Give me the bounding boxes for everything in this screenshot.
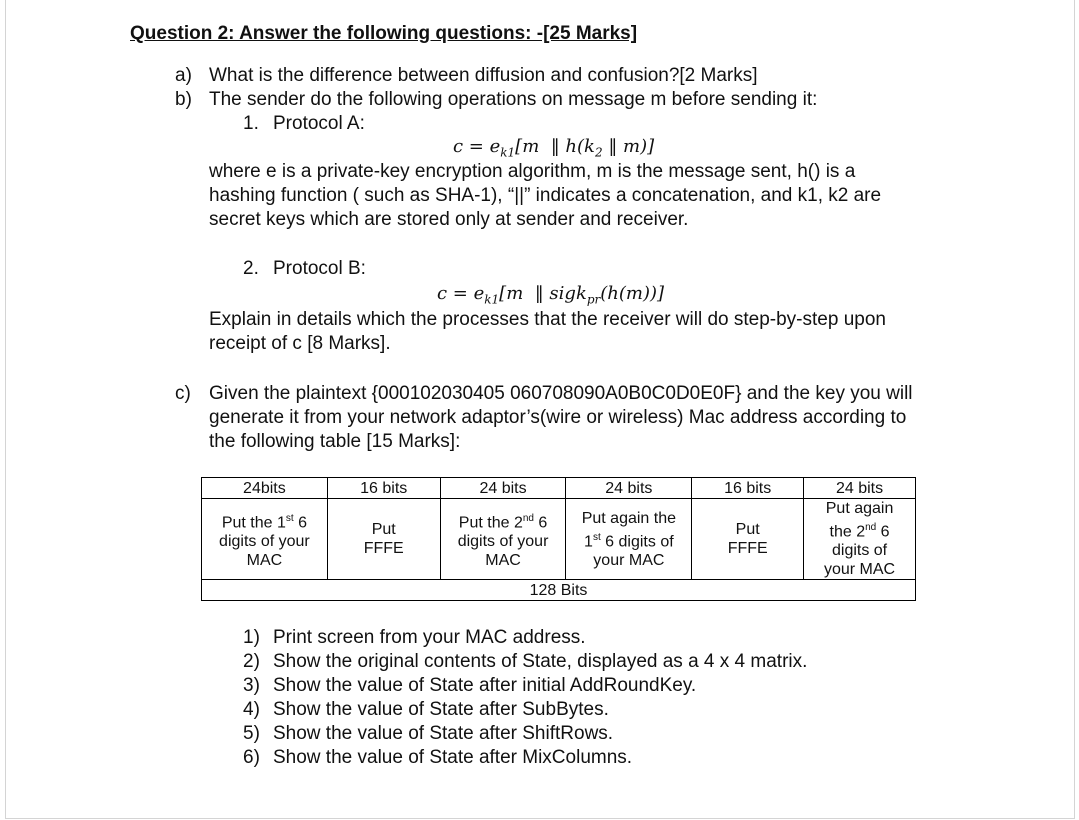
table-cell-mac-first: Put the 1st 6 digits of your MAC <box>202 499 328 580</box>
table-header-cell: 24 bits <box>566 478 692 499</box>
task-number: 1) <box>243 627 260 648</box>
protocol-a-formula: $c = e_{k1}[m$ ‖ $h(k_2$ ‖ m)] <box>453 136 655 160</box>
part-c-text-line-2: generate it from your network adaptor’s(wire or wireless) Mac address according to <box>209 407 907 428</box>
protocol-a-title: Protocol A: <box>273 113 365 134</box>
table-header-cell: 24 bits <box>804 478 916 499</box>
part-c-text-line-1: Given the plaintext {000102030405 060708090A0B0C0D0E0F} and the key you will <box>209 383 913 404</box>
task-text: Show the value of State after initial AddRoundKey. <box>273 675 697 696</box>
protocol-a-number: 1. <box>243 113 259 134</box>
protocol-b-desc-line-1: Explain in details which the processes that the receiver will do step-by-step upon <box>209 309 886 330</box>
table-cell-fffe-2: Put FFFE <box>692 499 804 580</box>
table-footer-row <box>202 580 916 601</box>
table-total-bits: 128 Bits <box>202 580 916 601</box>
table-cell-mac-first-again: Put again the 1st 6 digits of your MAC <box>566 499 692 580</box>
table-header-cell: 16 bits <box>692 478 804 499</box>
task-text: Show the value of State after SubBytes. <box>273 699 609 720</box>
table-cell-mac-second-again: Put again the 2nd 6 digits of your MAC <box>804 499 916 580</box>
protocol-a-desc-line-2: hashing function ( such as SHA-1), “||” indicates a concatenation, and k1, k2 are <box>209 185 882 206</box>
task-number: 4) <box>243 699 260 720</box>
task-text: Show the value of State after MixColumns. <box>273 747 633 768</box>
table-header-row <box>202 478 916 499</box>
mac-key-table <box>201 477 916 601</box>
protocol-b-formula: $c = e_{k1}[m$ ‖ sigk$_{pr}$(h(m))] <box>437 283 665 307</box>
protocol-b-number: 2. <box>243 258 259 279</box>
part-c-text-line-3: the following table [15 Marks]: <box>209 431 461 452</box>
part-c-label: c) <box>175 383 191 404</box>
table-header-cell: 16 bits <box>327 478 440 499</box>
table-cell-fffe-1: Put FFFE <box>327 499 440 580</box>
question-title: Question 2: Answer the following questions: -[25 Marks] <box>130 23 638 44</box>
table-cell-mac-second: Put the 2nd 6 digits of your MAC <box>440 499 566 580</box>
part-a-text: What is the difference between diffusion and confusion?[2 Marks] <box>209 65 758 86</box>
task-text: Print screen from your MAC address. <box>273 627 586 648</box>
protocol-a-desc-line-3: secret keys which are stored only at sender and receiver. <box>209 209 689 230</box>
task-number: 5) <box>243 723 260 744</box>
task-number: 2) <box>243 651 260 672</box>
task-number: 3) <box>243 675 260 696</box>
table-header-cell: 24 bits <box>440 478 566 499</box>
part-b-label: b) <box>175 89 192 110</box>
protocol-a-desc-line-1: where e is a private-key encryption algorithm, m is the message sent, h() is a <box>209 161 856 182</box>
part-b-text: The sender do the following operations on message m before sending it: <box>209 89 818 110</box>
part-a-label: a) <box>175 65 192 86</box>
task-text: Show the value of State after ShiftRows. <box>273 723 614 744</box>
table-body-row <box>202 499 916 580</box>
table-header-cell: 24bits <box>202 478 328 499</box>
task-text: Show the original contents of State, displayed as a 4 x 4 matrix. <box>273 651 808 672</box>
protocol-b-desc-line-2: receipt of c [8 Marks]. <box>209 333 391 354</box>
protocol-b-title: Protocol B: <box>273 258 366 279</box>
task-number: 6) <box>243 747 260 768</box>
